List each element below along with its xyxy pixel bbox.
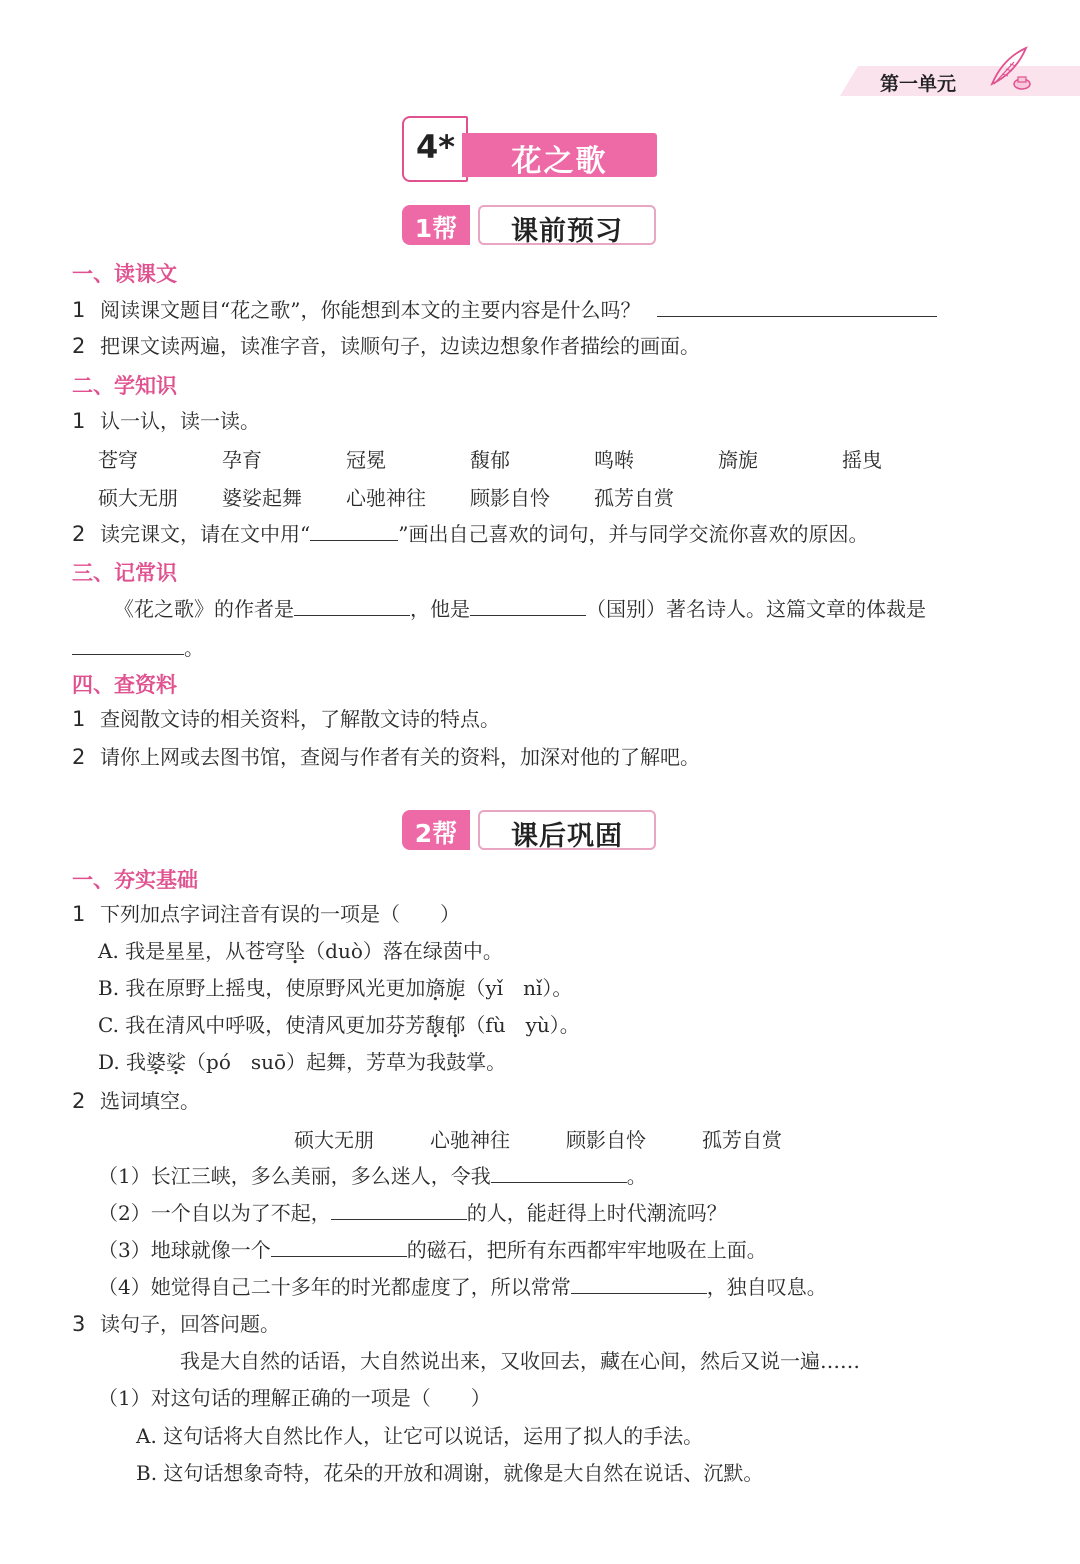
dotted-character: 郁 <box>445 1013 466 1037</box>
option-a-text: A. 我是星星，从苍穹 <box>98 939 286 963</box>
section2-banner <box>402 810 654 850</box>
dotted-character: 馥 <box>425 1013 446 1037</box>
option-b[interactable] <box>98 975 572 1001</box>
research-q2 <box>72 744 700 770</box>
research-q1-number: 1 <box>72 707 86 731</box>
dotted-character: 坠 <box>285 939 306 963</box>
answer-blank[interactable] <box>657 296 937 317</box>
section1-banner <box>402 205 654 245</box>
basics-q3-number: 3 <box>72 1312 86 1336</box>
fill-4-end: ，独自叹息。 <box>706 1275 827 1299</box>
country-blank[interactable] <box>470 595 586 616</box>
vocab-word: 摇曳 <box>842 448 882 472</box>
vocab-idiom: 婆娑起舞 <box>222 486 302 510</box>
sub-option-a[interactable]: A. 这句话将大自然比作人，让它可以说话，运用了拟人的手法。 <box>136 1424 704 1448</box>
option-d-text: D. 我 <box>98 1050 147 1074</box>
heading-common-knowledge: 三、记常识 <box>72 561 177 585</box>
knowledge-q2-text-after: ”画出自己喜欢的词句，并与同学交流你喜欢的原因。 <box>398 522 869 546</box>
fill-item-2 <box>98 1199 727 1226</box>
sub-option-b[interactable]: B. 这句话想象奇特，花朵的开放和凋谢，就像是大自然在说话、沉默。 <box>136 1461 764 1485</box>
vocab-word: 冠冕 <box>346 448 386 472</box>
section1-title-frame <box>478 205 656 245</box>
lesson-number: 4* <box>416 128 455 166</box>
preview-q2 <box>72 333 700 359</box>
dotted-character: 娑 <box>166 1050 187 1074</box>
choice-word: 孤芳自赏 <box>702 1128 782 1152</box>
choice-word: 心驰神往 <box>430 1128 510 1152</box>
section1-tag <box>402 205 470 245</box>
author-blank[interactable] <box>294 595 410 616</box>
quoted-sentence: 我是大自然的话语，大自然说出来，又收回去，藏在心间，然后又说一遍…… <box>180 1349 860 1373</box>
option-b-text: B. 我在原野上摇曳，使原野风光更加 <box>98 976 426 1000</box>
fill-item-1 <box>98 1162 647 1189</box>
lesson-title: 花之歌 <box>511 144 608 179</box>
vocab-word: 孕育 <box>222 448 262 472</box>
fill-3-end: 的磁石，把所有东西都牢牢地吸在上面。 <box>406 1238 767 1262</box>
research-q1-text: 查阅散文诗的相关资料，了解散文诗的特点。 <box>100 707 500 731</box>
genre-blank[interactable] <box>72 634 184 655</box>
knowledge-q2-number: 2 <box>72 522 86 546</box>
option-c[interactable] <box>98 1012 580 1038</box>
dotted-character: 婆 <box>146 1050 167 1074</box>
answer-blank[interactable] <box>331 1199 467 1220</box>
unit-label: 第一单元 <box>880 73 957 95</box>
lesson-number-box <box>402 116 468 182</box>
common-knowledge-line-2 <box>72 634 204 661</box>
vocab-idiom: 心驰神往 <box>346 486 426 510</box>
basics-q1-text: 下列加点字词注音有误的一项是（ ） <box>100 902 460 926</box>
vocab-idiom: 顾影自怜 <box>470 486 550 510</box>
research-q1 <box>72 706 500 732</box>
basics-q3-text: 读句子，回答问题。 <box>100 1312 280 1336</box>
option-c-text: C. 我在清风中呼吸，使清风更加芬芳 <box>98 1013 426 1037</box>
section2-title: 课后巩固 <box>511 821 623 852</box>
dotted-character: 旖 <box>425 976 446 1000</box>
heading-research: 四、查资料 <box>72 673 177 697</box>
vocab-word: 苍穹 <box>98 448 138 472</box>
sub-question-1: （1）对这句话的理解正确的一项是（ ） <box>98 1386 491 1410</box>
heading-basics: 一、夯实基础 <box>72 868 198 892</box>
basics-q3 <box>72 1311 280 1337</box>
option-b-pinyin: （yǐ nǐ）。 <box>465 976 573 1000</box>
basics-q1 <box>72 901 460 927</box>
knowledge-q1-number: 1 <box>72 409 86 433</box>
fill-2-text: （2）一个自以为了不起， <box>98 1201 331 1225</box>
knowledge-q1 <box>72 408 260 434</box>
research-q2-number: 2 <box>72 745 86 769</box>
option-d[interactable] <box>98 1049 506 1075</box>
basics-q2-number: 2 <box>72 1089 86 1113</box>
choice-word: 顾影自怜 <box>566 1128 646 1152</box>
ck-text-end: 。 <box>184 636 204 660</box>
fill-item-4 <box>98 1273 827 1300</box>
unit-tab <box>858 66 1080 96</box>
section1-tag-text: 1帮 <box>414 214 458 243</box>
answer-blank[interactable] <box>571 1273 707 1294</box>
research-q2-text: 请你上网或去图书馆，查阅与作者有关的资料，加深对他的了解吧。 <box>100 745 700 769</box>
preview-q2-number: 2 <box>72 334 86 358</box>
answer-blank[interactable] <box>491 1162 627 1183</box>
answer-blank[interactable] <box>271 1236 407 1257</box>
knowledge-q2 <box>72 520 868 547</box>
ck-text-1: 《花之歌》的作者是 <box>114 597 294 621</box>
section2-tag <box>402 810 470 850</box>
preview-q2-text: 把课文读两遍，读准字音，读顺句子，边读边想象作者描绘的画面。 <box>100 334 700 358</box>
section1-title: 课前预习 <box>511 216 623 247</box>
vocab-word: 馥郁 <box>470 448 510 472</box>
basics-q1-number: 1 <box>72 902 86 926</box>
fill-1-text: （1）长江三峡，多么美丽，多么迷人，令我 <box>98 1164 491 1188</box>
option-c-pinyin: （fù yù）。 <box>465 1013 580 1037</box>
section2-tag-text: 2帮 <box>414 819 458 848</box>
basics-q2 <box>72 1088 200 1114</box>
ck-text-3: （国别）著名诗人。这篇文章的体裁是 <box>586 597 926 621</box>
option-a-pinyin: （duò）落在绿茵中。 <box>305 939 503 963</box>
basics-q2-text: 选词填空。 <box>100 1089 200 1113</box>
heading-learn-knowledge: 二、学知识 <box>72 374 177 398</box>
preview-q1-number: 1 <box>72 298 86 322</box>
option-a[interactable] <box>98 938 503 964</box>
vocab-idiom: 硕大无朋 <box>98 486 178 510</box>
knowledge-q1-text: 认一认，读一读。 <box>100 409 260 433</box>
fill-2-end: 的人，能赶得上时代潮流吗？ <box>466 1201 727 1225</box>
answer-blank[interactable] <box>310 520 398 541</box>
quill-inkpot-icon <box>986 44 1034 92</box>
option-d-pinyin: （pó suō）起舞，芳草为我鼓掌。 <box>186 1050 507 1074</box>
lesson-title-bar <box>462 133 657 177</box>
knowledge-q2-text-before: 读完课文，请在文中用“ <box>100 522 311 546</box>
choice-word: 硕大无朋 <box>294 1128 374 1152</box>
common-knowledge-line <box>114 595 926 622</box>
fill-1-end: 。 <box>626 1164 647 1188</box>
section2-title-frame <box>478 810 656 850</box>
dotted-character: 旎 <box>445 976 466 1000</box>
fill-3-text: （3）地球就像一个 <box>98 1238 271 1262</box>
fill-4-text: （4）她觉得自己二十多年的时光都虚度了，所以常常 <box>98 1275 571 1299</box>
preview-q1-text: 阅读课文题目“花之歌”，你能想到本文的主要内容是什么吗？ <box>100 298 641 322</box>
preview-q1 <box>72 296 937 323</box>
vocab-idiom: 孤芳自赏 <box>594 486 674 510</box>
heading-read-text: 一、读课文 <box>72 262 177 286</box>
ck-text-2: ，他是 <box>410 597 470 621</box>
fill-item-3 <box>98 1236 767 1263</box>
vocab-word: 旖旎 <box>718 448 758 472</box>
vocab-word: 鸣啭 <box>594 448 634 472</box>
